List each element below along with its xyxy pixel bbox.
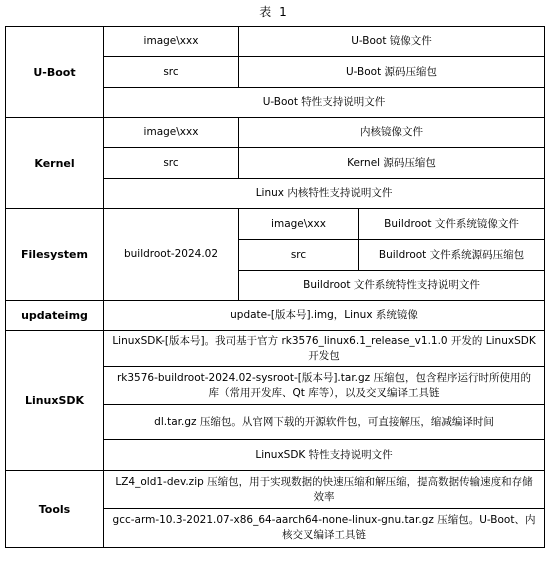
cell-desc: gcc-arm-10.3-2021.07-x86_64-aarch64-none-linux-gnu.tar.gz 压缩包。U-Boot、内核交叉编译工具链	[104, 509, 545, 548]
table-row	[6, 27, 545, 57]
table-caption: 表 1	[259, 5, 289, 19]
cell-dir: image\xxx	[104, 118, 239, 148]
table-row	[6, 331, 545, 367]
cell-desc: Buildroot 文件系统源码压缩包	[359, 240, 545, 271]
cell-desc: U-Boot 源码压缩包	[239, 57, 545, 88]
category-uboot: U-Boot	[6, 27, 104, 118]
cell-dir: image\xxx	[239, 209, 359, 240]
category-tools: Tools	[6, 471, 104, 548]
cell-desc: Linux 内核特性支持说明文件	[104, 179, 545, 209]
cell-dir: src	[104, 57, 239, 88]
cell-dir: src	[104, 148, 239, 179]
category-filesystem: Filesystem	[6, 209, 104, 301]
cell-desc: U-Boot 特性支持说明文件	[104, 88, 545, 118]
cell-desc: Kernel 源码压缩包	[239, 148, 545, 179]
category-kernel: Kernel	[6, 118, 104, 209]
cell-desc: update-[版本号].img，Linux 系统镜像	[104, 301, 545, 331]
cell-desc: LinuxSDK-[版本号]。我司基于官方 rk3576_linux6.1_release_v1.1.0 开发的 LinuxSDK 开发包	[104, 331, 545, 367]
cell-desc: dl.tar.gz 压缩包。从官网下载的开源软件包，可直接解压，缩减编译时间	[104, 405, 545, 440]
category-updateimg: updateimg	[6, 301, 104, 331]
table-row	[6, 118, 545, 148]
cell-dir: image\xxx	[104, 27, 239, 57]
category-linuxsdk: LinuxSDK	[6, 331, 104, 471]
table-row	[6, 209, 545, 240]
cell-desc: LinuxSDK 特性支持说明文件	[104, 440, 545, 471]
cell-desc: Buildroot 文件系统特性支持说明文件	[239, 271, 545, 301]
cell-desc: U-Boot 镜像文件	[239, 27, 545, 57]
cell-desc: LZ4_old1-dev.zip 压缩包，用于实现数据的快速压缩和解压缩，提高数据传输速度和存储效率	[104, 471, 545, 509]
table-row	[6, 301, 545, 331]
cell-desc: Buildroot 文件系统镜像文件	[359, 209, 545, 240]
cell-dir: src	[239, 240, 359, 271]
cell-desc: 内核镜像文件	[239, 118, 545, 148]
file-table	[5, 26, 545, 548]
cell-desc: rk3576-buildroot-2024.02-sysroot-[版本号].tar.gz 压缩包，包含程序运行时所使用的库（常用开发库、Qt 库等），以及交叉编译工具链	[104, 367, 545, 405]
table-row	[6, 471, 545, 509]
cell-subdir: buildroot-2024.02	[104, 209, 239, 301]
